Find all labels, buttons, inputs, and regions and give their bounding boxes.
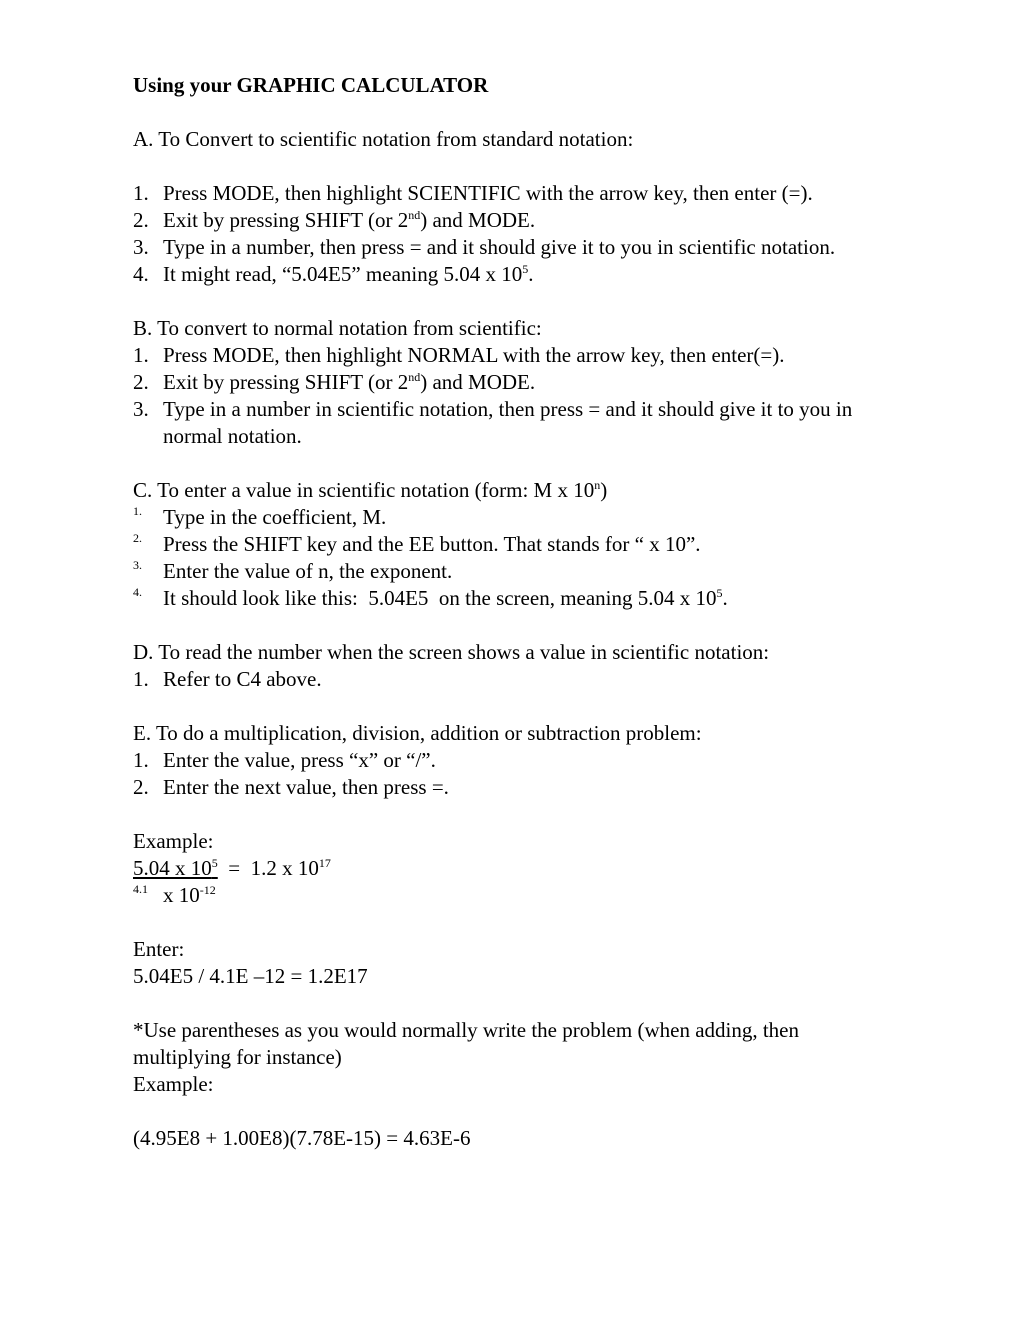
document-title: Using your GRAPHIC CALCULATOR bbox=[133, 73, 489, 97]
section-b-item-1 bbox=[133, 342, 913, 369]
section-b-heading: B. To convert to normal notation from scientific: bbox=[133, 316, 542, 340]
item-text: Type in a number in scientific notation, then press = and it should give it to you in normal notation. bbox=[163, 397, 853, 448]
item-number: 3. bbox=[133, 235, 149, 259]
item-text: Type in a number, then press = and it should give it to you in scientific notation. bbox=[163, 235, 836, 259]
superscript: 5 bbox=[716, 586, 723, 600]
item-number: 2. bbox=[133, 370, 149, 394]
heading-text: ) bbox=[600, 478, 608, 502]
denominator-coefficient: 4.1 bbox=[133, 882, 148, 896]
item-number: 1. bbox=[133, 343, 149, 367]
section-c-heading bbox=[133, 477, 913, 504]
superscript: 5 bbox=[211, 856, 218, 870]
item-text: . bbox=[722, 586, 728, 610]
result-text: = 1.2 x 10 bbox=[217, 856, 319, 880]
item-number: 1. bbox=[133, 748, 149, 772]
section-a-item-3 bbox=[133, 234, 863, 261]
item-number: 2. bbox=[133, 531, 142, 545]
document-page bbox=[133, 72, 913, 1152]
item-text: Enter the value of n, the exponent. bbox=[163, 559, 453, 583]
enter-label: Enter: bbox=[133, 937, 185, 961]
item-number: 1. bbox=[133, 181, 149, 205]
section-d-item-1 bbox=[133, 666, 913, 693]
example-label: Example: bbox=[133, 829, 214, 853]
enter-expression: 5.04E5 / 4.1E –12 = 1.2E17 bbox=[133, 964, 368, 988]
superscript: n bbox=[594, 478, 601, 492]
section-c-item-3 bbox=[133, 558, 913, 585]
section-c-item-2 bbox=[133, 531, 913, 558]
item-number: 1. bbox=[133, 667, 149, 691]
section-e-item-1 bbox=[133, 747, 913, 774]
item-text: Exit by pressing SHIFT (or 2 bbox=[163, 370, 409, 394]
heading-text: C. To enter a value in scientific notation (form: M x 10 bbox=[133, 478, 595, 502]
item-text: Refer to C4 above. bbox=[163, 667, 322, 691]
numerator bbox=[133, 856, 218, 880]
item-number: 2. bbox=[133, 208, 149, 232]
superscript: 5 bbox=[522, 262, 529, 276]
item-text: Press MODE, then highlight NORMAL with the arrow key, then enter(=). bbox=[163, 343, 785, 367]
item-number: 1. bbox=[133, 504, 142, 518]
item-text: Exit by pressing SHIFT (or 2 bbox=[163, 208, 409, 232]
denominator-text: x 10 bbox=[163, 883, 200, 907]
section-a-item-2 bbox=[133, 207, 913, 234]
parentheses-note: *Use parentheses as you would normally write the problem (when adding, then multiplying for instance) bbox=[133, 1018, 800, 1069]
section-c-item-1 bbox=[133, 504, 913, 531]
item-text: . bbox=[528, 262, 534, 286]
example-fraction-denominator bbox=[133, 882, 913, 909]
note-example-label: Example: bbox=[133, 1072, 214, 1096]
item-text: Type in the coefficient, M. bbox=[163, 505, 387, 529]
section-d-heading: D. To read the number when the screen shows a value in scientific notation: bbox=[133, 640, 770, 664]
superscript: nd bbox=[408, 208, 421, 222]
example-fraction-numerator bbox=[133, 855, 913, 882]
superscript: nd bbox=[408, 370, 421, 384]
item-number: 3. bbox=[133, 558, 142, 572]
superscript: -12 bbox=[199, 883, 216, 897]
item-text: It might read, “5.04E5” meaning 5.04 x 10 bbox=[163, 262, 523, 286]
section-e-item-2 bbox=[133, 774, 913, 801]
item-number: 2. bbox=[133, 775, 149, 799]
item-text: ) and MODE. bbox=[420, 208, 536, 232]
superscript: 17 bbox=[318, 856, 331, 870]
item-text: Press MODE, then highlight SCIENTIFIC with the arrow key, then enter (=). bbox=[163, 181, 813, 205]
item-number: 4. bbox=[133, 585, 142, 599]
item-text: It should look like this: 5.04E5 on the screen, meaning 5.04 x 10 bbox=[163, 586, 717, 610]
note-example-expression: (4.95E8 + 1.00E8)(7.78E-15) = 4.63E-6 bbox=[133, 1126, 471, 1150]
item-text: Enter the next value, then press =. bbox=[163, 775, 449, 799]
section-a-item-4 bbox=[133, 261, 913, 288]
item-number: 4. bbox=[133, 262, 149, 286]
item-number: 3. bbox=[133, 397, 149, 421]
item-text: Press the SHIFT key and the EE button. That stands for “ x 10”. bbox=[163, 532, 701, 556]
section-a-heading: A. To Convert to scientific notation from standard notation: bbox=[133, 127, 634, 151]
item-text: ) and MODE. bbox=[420, 370, 536, 394]
section-b-item-3 bbox=[133, 396, 903, 450]
section-a-item-1 bbox=[133, 180, 913, 207]
numerator-text: 5.04 x 10 bbox=[133, 856, 212, 880]
item-text: Enter the value, press “x” or “/”. bbox=[163, 748, 436, 772]
section-b-item-2 bbox=[133, 369, 913, 396]
section-e-heading: E. To do a multiplication, division, addition or subtraction problem: bbox=[133, 721, 702, 745]
section-c-item-4 bbox=[133, 585, 913, 612]
